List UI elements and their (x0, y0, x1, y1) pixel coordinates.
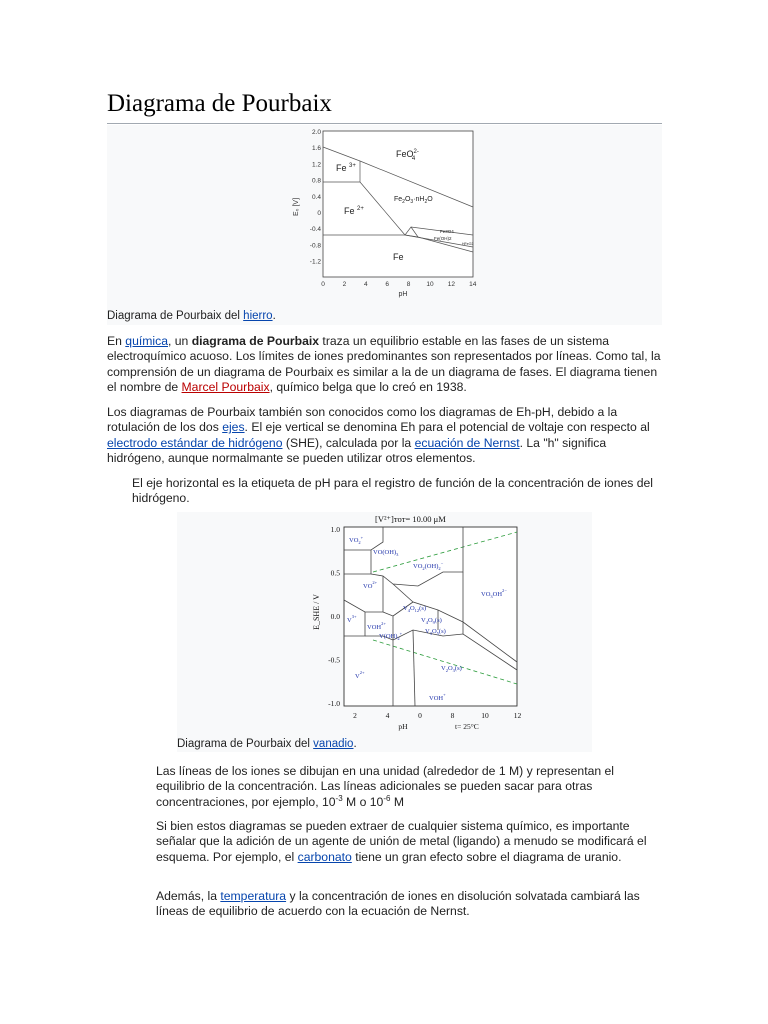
x-tick-label: 10 (426, 281, 434, 288)
region-voh2plus: $V(OH)_2^+$ (379, 631, 403, 641)
region-vooh3: $VO(OH)_3$ (373, 549, 399, 557)
figure2-caption (177, 738, 357, 750)
figure-vanadium-pourbaix (177, 512, 592, 752)
region-feoh2: Fe(OH)2 (434, 236, 452, 241)
y-tick-label: 0 (317, 210, 321, 217)
x-tick-label: 12 (513, 711, 522, 720)
link-temperatura[interactable]: temperatura (220, 889, 287, 903)
y-axis-label: E₀ [V] (293, 197, 300, 217)
x-ticks (321, 281, 477, 288)
x-tick-label: 0 (321, 281, 325, 288)
temperature-label: t= 25°C (455, 722, 479, 731)
x-tick-label: 12 (447, 281, 456, 288)
title-divider (107, 123, 662, 124)
x-tick-label: 4 (363, 281, 368, 288)
region-v2plus: $V^{2+}$ (355, 670, 365, 680)
link-ejes[interactable]: ejes (222, 420, 245, 435)
region-v3o5: $V_3O_5(s)$ (425, 628, 446, 636)
y-ticks (328, 525, 340, 708)
x-tick-label: 10 (481, 711, 489, 720)
link-nernst[interactable]: ecuación de Nernst (414, 435, 520, 450)
caption-suffix: . (353, 738, 357, 750)
paragraph-temperature: Además, la temperatura y la concentración de iones en disolución solvatada cambiará las líneas de equilibrio de acuerdo con la ecuación de Nernst. (156, 889, 640, 919)
y-tick-label: -0.8 (309, 242, 321, 250)
figure-iron-pourbaix (107, 125, 662, 325)
x-axis-label: pH (398, 722, 408, 731)
y-tick-label: 2.0 (311, 129, 321, 136)
x-axis-label: pH (398, 291, 408, 298)
y-tick-label: 1.6 (311, 145, 321, 153)
region-v4o12: $V_4O_{12}(s)$ (403, 605, 427, 613)
caption-suffix: . (272, 310, 276, 322)
y-tick-label: 0.0 (330, 612, 340, 621)
region-fe2: Fe $^{2+}$ (344, 206, 364, 216)
x-tick-label: 8 (450, 711, 455, 720)
y-axis-label: E_SHE / V (312, 594, 321, 630)
figure1-caption (107, 310, 276, 322)
x-tick-label: 6 (385, 281, 390, 288)
caption-text: Diagrama de Pourbaix del (177, 738, 314, 750)
y-tick-label: -1.2 (309, 258, 321, 266)
region-vo2oh2: $VO_2(OH)_2^-$ (413, 561, 444, 571)
link-marcel-pourbaix[interactable]: Marcel Pourbaix (181, 379, 270, 394)
link-vanadio[interactable]: vanadio (313, 738, 354, 750)
region-fe: Fe (393, 252, 404, 262)
paragraph-eh-ph: Los diagramas de Pourbaix también son conocidos como los diagramas de Eh-pH, debido a la rotulación de los dos ejes. El eje vertical se denomina Eh para el potencial de voltaje con respecto al electrodo estándar de hidrógeno (SHE), calculada por la ecuación de Nernst. La "h" significa hidrógeno, aunque normalmante se pueden utilizar otros elementos. (107, 405, 650, 465)
y-tick-label: 1.2 (311, 161, 321, 169)
region-vo2p: $VO^{2+}$ (363, 580, 378, 590)
y-tick-label: -1.0 (328, 699, 340, 708)
region-fe2o3: $Fe_2O_3\cdot nH_2O$ (394, 196, 433, 205)
link-hierro[interactable]: hierro (243, 310, 273, 322)
region-vo3oh: $VO_3OH^{2-}$ (481, 588, 507, 599)
iron-pourbaix-diagram (290, 127, 477, 299)
region-v3plus: $V^{3+}$ (347, 614, 357, 624)
term-bold: diagrama de Pourbaix (191, 334, 320, 348)
paragraph-ligand: Si bien estos diagramas se pueden extraer de cualquier sistema químico, es importante señalar que la adición de un agente de unión de metal (ligando) a menudo se modificará el esquema. Por ejemplo, el carbonato tiene un gran efecto sobre el diagrama de uranio. (156, 819, 647, 864)
x-tick-label: 8 (406, 281, 411, 288)
paragraph-ph-axis: El eje horizontal es la etiqueta de pH para el registro de función de la concentración de iones del hidrógeno. (132, 476, 654, 506)
x-ticks (353, 711, 521, 720)
region-fe3: Fe $^{3+}$ (336, 163, 356, 173)
y-tick-label: -0.5 (328, 655, 340, 665)
link-carbonato[interactable]: carbonato (297, 849, 352, 864)
paragraph-ion-lines: Las líneas de los iones se dibujan en una unidad (alrededor de 1 M) y representan el equilibrio de la concentración. Las líneas adicionales se pueden sacar para otras concentraciones, por ejemplo, $10^{-3}$ M o $10^{-6}$ M (156, 764, 615, 809)
y-tick-label: 0.8 (311, 177, 321, 185)
region-vo2plus: $VO_2^+$ (349, 535, 364, 545)
y-tick-label: -0.4 (309, 226, 321, 234)
caption-text: Diagrama de Pourbaix del (107, 310, 244, 322)
region-hfeo2: HFeO2 (462, 242, 474, 246)
y-tick-label: 1.0 (330, 525, 340, 534)
region-voh2: $VOH^{2+}$ (367, 621, 386, 631)
region-fe3o4: Fe3O4 (440, 229, 454, 234)
link-quimica[interactable]: química (125, 334, 168, 348)
x-tick-label: 2 (342, 281, 347, 288)
y-tick-label: 0.5 (330, 568, 340, 578)
x-tick-label: 4 (385, 711, 390, 720)
x-tick-label: 2 (353, 711, 357, 720)
region-feo4: FeO$^{2-}$4 (396, 149, 419, 162)
x-tick-label: 14 (469, 281, 477, 288)
link-electrodo[interactable]: electrodo estándar de hidrógeno (107, 435, 283, 450)
region-v4o9: $V_4O_9(s)$ (421, 617, 442, 625)
region-v2o3: $V_2O_3(s)$ (441, 665, 462, 673)
y-tick-label: 0.4 (311, 193, 321, 201)
page-title: Diagrama de Pourbaix (107, 90, 332, 117)
region-vohplus: VOH+ (429, 692, 446, 702)
y-ticks (310, 129, 322, 266)
diagram-header: [V²⁺]ᴛᴏᴛ= 10.00 μM (375, 514, 446, 524)
x-tick-label: 0 (418, 711, 422, 720)
paragraph-intro: En química, un diagrama de Pourbaix traza un equilibrio estable en las fases de un sistema electroquímico acuoso. Los límites de iones predominantes son representados por líneas. Como tal, la comprensión de un diagrama de Pourbaix es similar a la de un diagrama de fases. El diagrama tienen el nombre de Marcel Pourbaix, químico belga que lo creó en 1938. (107, 334, 661, 394)
vanadium-pourbaix-diagram (313, 512, 523, 734)
